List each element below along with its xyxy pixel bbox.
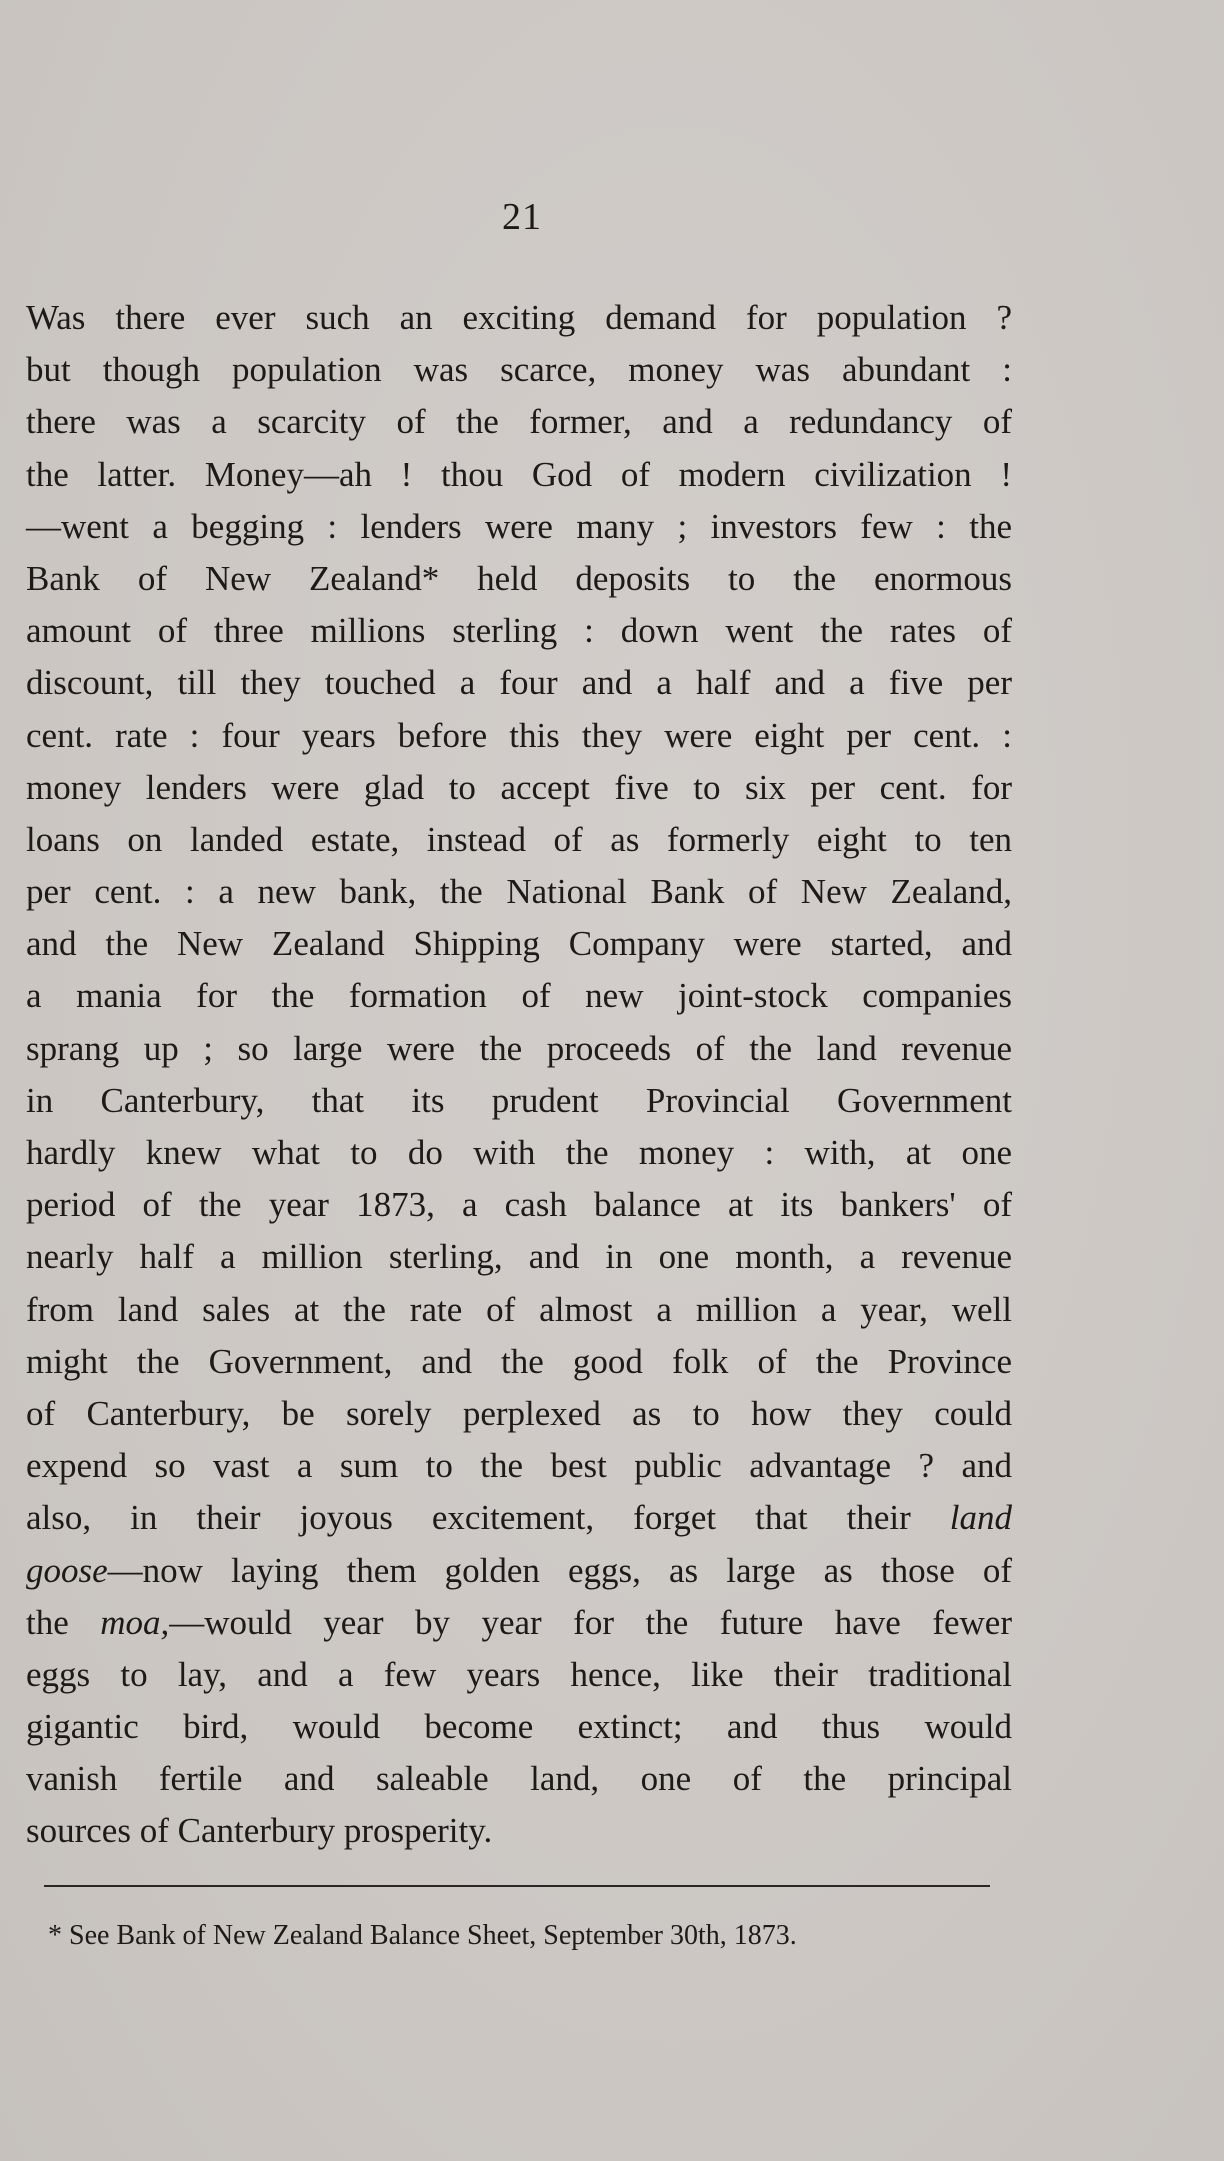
text-line xyxy=(26,1179,1012,1231)
text-run: nearly half a million sterling, and in one month, a revenue xyxy=(26,1237,1012,1277)
text-run: loans on landed estate, instead of as formerly eight to ten xyxy=(26,819,1012,859)
text-line xyxy=(26,449,1012,501)
italic-run: goose xyxy=(26,1550,108,1590)
text-run: sources of Canterbury prosperity. xyxy=(26,1811,493,1851)
text-line xyxy=(26,918,1012,970)
text-line xyxy=(26,1805,1012,1857)
text-line xyxy=(26,1649,1012,1701)
text-run: —went a begging : lenders were many ; investors few : the xyxy=(26,506,1012,546)
text-run: hardly knew what to do with the money : with, at one xyxy=(26,1133,1012,1172)
text-run: Was there ever such an exciting demand for population ? xyxy=(26,298,1012,337)
text-line xyxy=(26,1597,1012,1649)
footnote-divider xyxy=(44,1885,990,1887)
text-line xyxy=(26,1545,1012,1597)
text-run: discount, till they touched a four and a half and a five per xyxy=(26,663,1012,703)
text-line xyxy=(26,1701,1012,1753)
text-run: but though population was scarce, money was abundant : xyxy=(26,350,1012,390)
text-line xyxy=(26,1388,1012,1440)
text-line xyxy=(26,866,1012,918)
text-run: and the New Zealand Shipping Company were started, and xyxy=(26,924,1012,964)
text-run: —would year by year for the future have fewer xyxy=(169,1602,1012,1642)
text-run: a mania for the formation of new joint-stock companies xyxy=(26,976,1012,1016)
text-run: from land sales at the rate of almost a million a year, well xyxy=(26,1289,1012,1329)
text-run: amount of three millions sterling : down went the rates of xyxy=(26,611,1012,651)
text-run: might the Government, and the good folk of the Province xyxy=(26,1341,1012,1381)
footnote: * See Bank of New Zealand Balance Sheet, September 30th, 1873. xyxy=(48,1920,797,1951)
text-line xyxy=(26,292,1012,344)
italic-run: moa, xyxy=(100,1602,170,1642)
text-line xyxy=(26,657,1012,709)
text-run: sprang up ; so large were the proceeds of the land revenue xyxy=(26,1028,1012,1068)
text-run: money lenders were glad to accept five to six per cent. for xyxy=(26,767,1012,807)
text-line xyxy=(26,1336,1012,1388)
text-run: Bank of New Zealand* held deposits to the enormous xyxy=(26,558,1012,598)
text-run: eggs to lay, and a few years hence, like their traditional xyxy=(26,1654,1012,1694)
text-run: per cent. : a new bank, the National Bank of New Zealand, xyxy=(26,872,1012,912)
text-line xyxy=(26,1075,1012,1127)
text-run: period of the year 1873, a cash balance at its bankers' of xyxy=(26,1185,1012,1225)
text-line xyxy=(26,1231,1012,1283)
text-run: also, in their joyous excitement, forget that their xyxy=(26,1498,950,1538)
text-line xyxy=(26,396,1012,448)
text-line xyxy=(26,814,1012,866)
italic-run: land xyxy=(949,1498,1012,1538)
text-run: in Canterbury, that its prudent Provincial Government xyxy=(26,1080,1012,1120)
text-line xyxy=(26,344,1012,396)
text-run: vanish fertile and saleable land, one of the principal xyxy=(26,1759,1012,1799)
text-line xyxy=(26,1023,1012,1075)
text-line xyxy=(26,1492,1012,1544)
text-line xyxy=(26,1127,1012,1179)
text-line xyxy=(26,710,1012,762)
text-line xyxy=(26,970,1012,1022)
text-run: of Canterbury, be sorely perplexed as to how they could xyxy=(26,1393,1012,1433)
text-line xyxy=(26,1284,1012,1336)
page-number: 21 xyxy=(502,196,542,238)
text-run: —now laying them golden eggs, as large as those of xyxy=(107,1550,1012,1590)
text-line xyxy=(26,762,1012,814)
text-line xyxy=(26,553,1012,605)
text-line xyxy=(26,605,1012,657)
text-run: cent. rate : four years before this they were eight per cent. : xyxy=(26,715,1012,755)
text-run: gigantic bird, would become extinct; and thus would xyxy=(26,1707,1012,1747)
text-run: the xyxy=(26,1602,101,1642)
text-line xyxy=(26,501,1012,553)
body-paragraph xyxy=(26,292,1012,1858)
text-line xyxy=(26,1753,1012,1805)
text-run: the latter. Money—ah ! thou God of modern civilization ! xyxy=(26,454,1012,494)
text-line xyxy=(26,1440,1012,1492)
text-run: there was a scarcity of the former, and a redundancy of xyxy=(26,402,1012,442)
text-run: expend so vast a sum to the best public advantage ? and xyxy=(26,1446,1012,1486)
